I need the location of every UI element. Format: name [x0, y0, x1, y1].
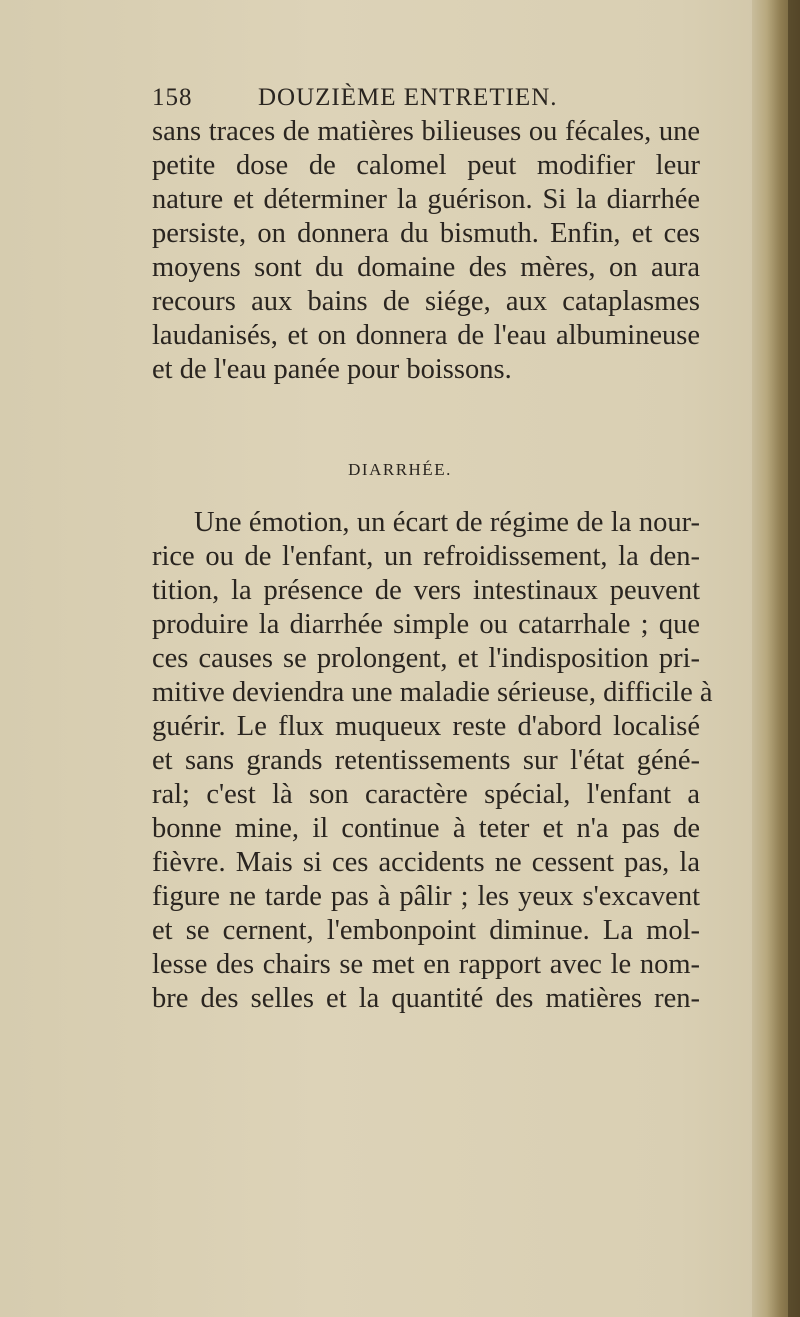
- text-line: persiste, on donnera du bismuth. Enfin, et ces: [152, 218, 700, 249]
- text-line: fièvre. Mais si ces accidents ne cessent pas, la: [152, 847, 700, 878]
- text-line: guérir. Le flux muqueux reste d'abord localisé: [152, 711, 700, 742]
- text-line: Une émotion, un écart de régime de la nour-: [194, 507, 700, 538]
- text-line: et de l'eau panée pour boissons.: [152, 354, 512, 385]
- text-line: et sans grands retentissements sur l'état géné-: [152, 745, 700, 776]
- text-line: et se cernent, l'embonpoint diminue. La mol-: [152, 915, 700, 946]
- page-number: 158: [152, 84, 193, 111]
- text-line: ces causes se prolongent, et l'indisposition pri-: [152, 643, 700, 674]
- text-line: lesse des chairs se met en rapport avec le nom-: [152, 949, 700, 980]
- text-line: ral; c'est là son caractère spécial, l'enfant a: [152, 779, 700, 810]
- text-line: laudanisés, et on donnera de l'eau albumineuse: [152, 320, 700, 351]
- text-line: moyens sont du domaine des mères, on aura: [152, 252, 700, 283]
- text-line: rice ou de l'enfant, un refroidissement, la den-: [152, 541, 700, 572]
- text-line: tition, la présence de vers intestinaux peuvent: [152, 575, 700, 606]
- text-line: figure ne tarde pas à pâlir ; les yeux s'excavent: [152, 881, 700, 912]
- text-line: bonne mine, il continue à teter et n'a pas de: [152, 813, 700, 844]
- page-binding-edge: [788, 0, 800, 1317]
- text-line: bre des selles et la quantité des matières ren-: [152, 983, 700, 1014]
- text-line: mitive deviendra une maladie sérieuse, difficile à: [152, 677, 713, 708]
- text-line: produire la diarrhée simple ou catarrhale ; que: [152, 609, 700, 640]
- text-line: recours aux bains de siége, aux cataplasmes: [152, 286, 700, 317]
- text-line: petite dose de calomel peut modifier leur: [152, 150, 700, 181]
- section-heading: DIARRHÉE.: [348, 460, 452, 479]
- text-line: sans traces de matières bilieuses ou fécales, une: [152, 116, 700, 147]
- running-title: DOUZIÈME ENTRETIEN.: [258, 84, 558, 111]
- text-line: nature et déterminer la guérison. Si la diarrhée: [152, 184, 700, 215]
